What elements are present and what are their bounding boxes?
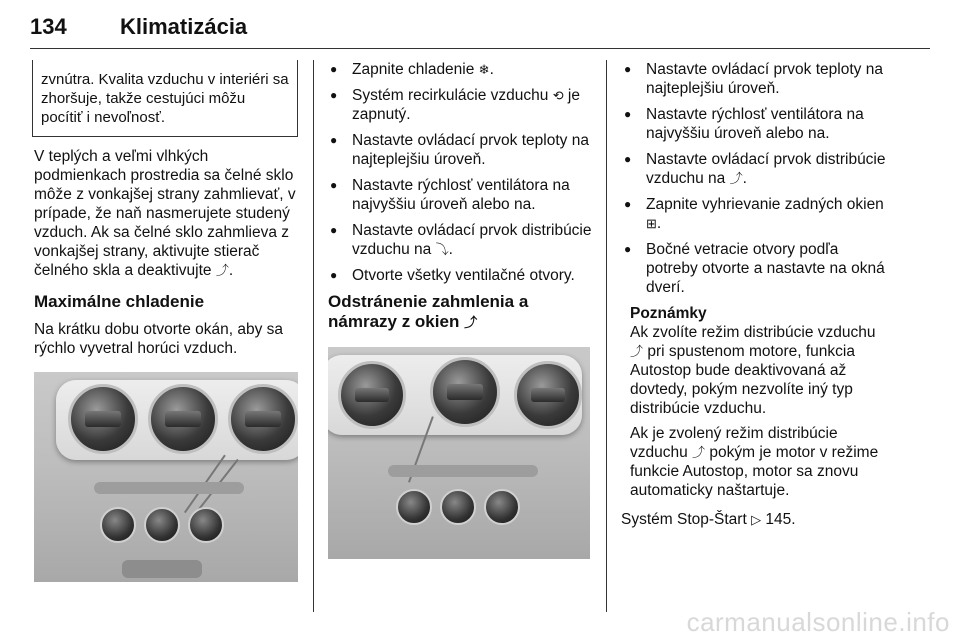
climate-control-photo (34, 372, 298, 582)
list-item: ● Bočné vetracie otvory podľa potreby otvorte a nastavte na okná dverí. (622, 240, 890, 297)
column-middle (328, 60, 596, 559)
windscreen-airflow-icon: ⤴ (464, 315, 478, 330)
watermark: carmanualsonline.info (686, 607, 950, 637)
small-temperature-dial (100, 507, 136, 543)
column-left (34, 60, 302, 582)
note-box-text: zvnútra. Kvalita vzduchu v interiéri sa zhoršuje, takže cestujúci môžu pocítiť i nevoľnosť. (41, 71, 289, 126)
snowflake-icon: ❄ (478, 62, 490, 77)
list-item: ● Zapnite vyhrievanie zadných okien ⊞. (622, 195, 890, 233)
small-distribution-dial (484, 489, 520, 525)
page-number: 134 (30, 14, 67, 39)
list-item: ● Nastavte ovládací prvok distribúcie vzduchu na ⤵. (328, 221, 596, 259)
fan-dial (148, 384, 218, 454)
distribution-dial (228, 384, 298, 454)
windscreen-airflow-icon: ⤴ (630, 344, 644, 359)
note-title: Poznámky (630, 305, 707, 322)
cross-reference-link[interactable]: Systém Stop-Štart ▷ 145. (621, 511, 796, 528)
page-header (30, 6, 930, 46)
heading-max-cooling: Maximálne chladenie (34, 292, 205, 311)
note-paragraph: Ak je zvolený režim distribúcie vzduchu ⤴ pokým je motor v režime funkcie Autostop, motor sa znovu automaticky naštartuje. (630, 425, 879, 499)
column-right (622, 60, 890, 529)
distribution-dial (514, 361, 582, 429)
bullet-list (622, 60, 890, 297)
defrost-control-photo (328, 347, 590, 559)
windscreen-airflow-icon: ⤴ (692, 445, 706, 460)
recirculation-icon: ⟲ (552, 88, 564, 103)
column-divider (606, 60, 607, 612)
list-item: ● Nastavte ovládací prvok distribúcie vzduchu na ⤴. (622, 150, 890, 188)
list-item: ● Otvorte všetky ventilačné otvory. (328, 266, 596, 285)
page-title: Klimatizácia (120, 14, 248, 39)
paragraph-max-cooling: Na krátku dobu otvorte okán, aby sa rýchlo vyvetral horúci vzduch. (34, 321, 284, 357)
windscreen-airflow-icon: ⤴ (215, 263, 229, 278)
windscreen-airflow-icon: ⤴ (729, 171, 743, 186)
note-box (32, 60, 298, 137)
list-item: ● Systém recirkulácie vzduchu ⟲ je zapnutý. (328, 86, 596, 124)
list-item: ● Zapnite chladenie ❄. (328, 60, 596, 79)
fan-dial (430, 357, 500, 427)
arrow-ref-icon: ▷ (751, 512, 762, 527)
temperature-dial (338, 361, 406, 429)
rear-window-heat-icon: ⊞ (646, 216, 657, 231)
face-airflow-icon: ⤵ (435, 242, 449, 257)
small-fan-dial (144, 507, 180, 543)
column-divider (313, 60, 314, 612)
list-item: ● Nastavte ovládací prvok teploty na najteplejšiu úroveň. (328, 131, 596, 169)
paragraph-humidity: V teplých a veľmi vlhkých podmienkach prostredia sa čelné sklo môže z vonkajšej strany zahmlievať, v prípade, že naň nasmerujete studený vzduch. Ak sa čelné sklo zahmlieva z vonkajšej strany, aktivujte stierač čelného skla a deaktivujte ⤴. (34, 148, 296, 279)
small-distribution-dial (188, 507, 224, 543)
temperature-dial (68, 384, 138, 454)
small-temperature-dial (396, 489, 432, 525)
list-item: ● Nastavte rýchlosť ventilátora na najvyššiu úroveň alebo na. (328, 176, 596, 214)
bullet-list (328, 60, 596, 285)
header-rule (30, 48, 930, 49)
note-paragraph: Ak zvolíte režim distribúcie vzduchu ⤴ pri spustenom motore, funkcia Autostop bude deaktivovaná až dovtedy, pokým nezvolíte iný typ distribúcie vzduchu. (630, 324, 876, 417)
list-item: ● Nastavte rýchlosť ventilátora na najvyššiu úroveň alebo na. (622, 105, 890, 143)
list-item: ● Nastavte ovládací prvok teploty na najteplejšiu úroveň. (622, 60, 890, 98)
note-section (630, 304, 890, 500)
small-fan-dial (440, 489, 476, 525)
heading-defrost: Odstránenie zahmlenia a námrazy z okien ⤴ (328, 292, 529, 331)
